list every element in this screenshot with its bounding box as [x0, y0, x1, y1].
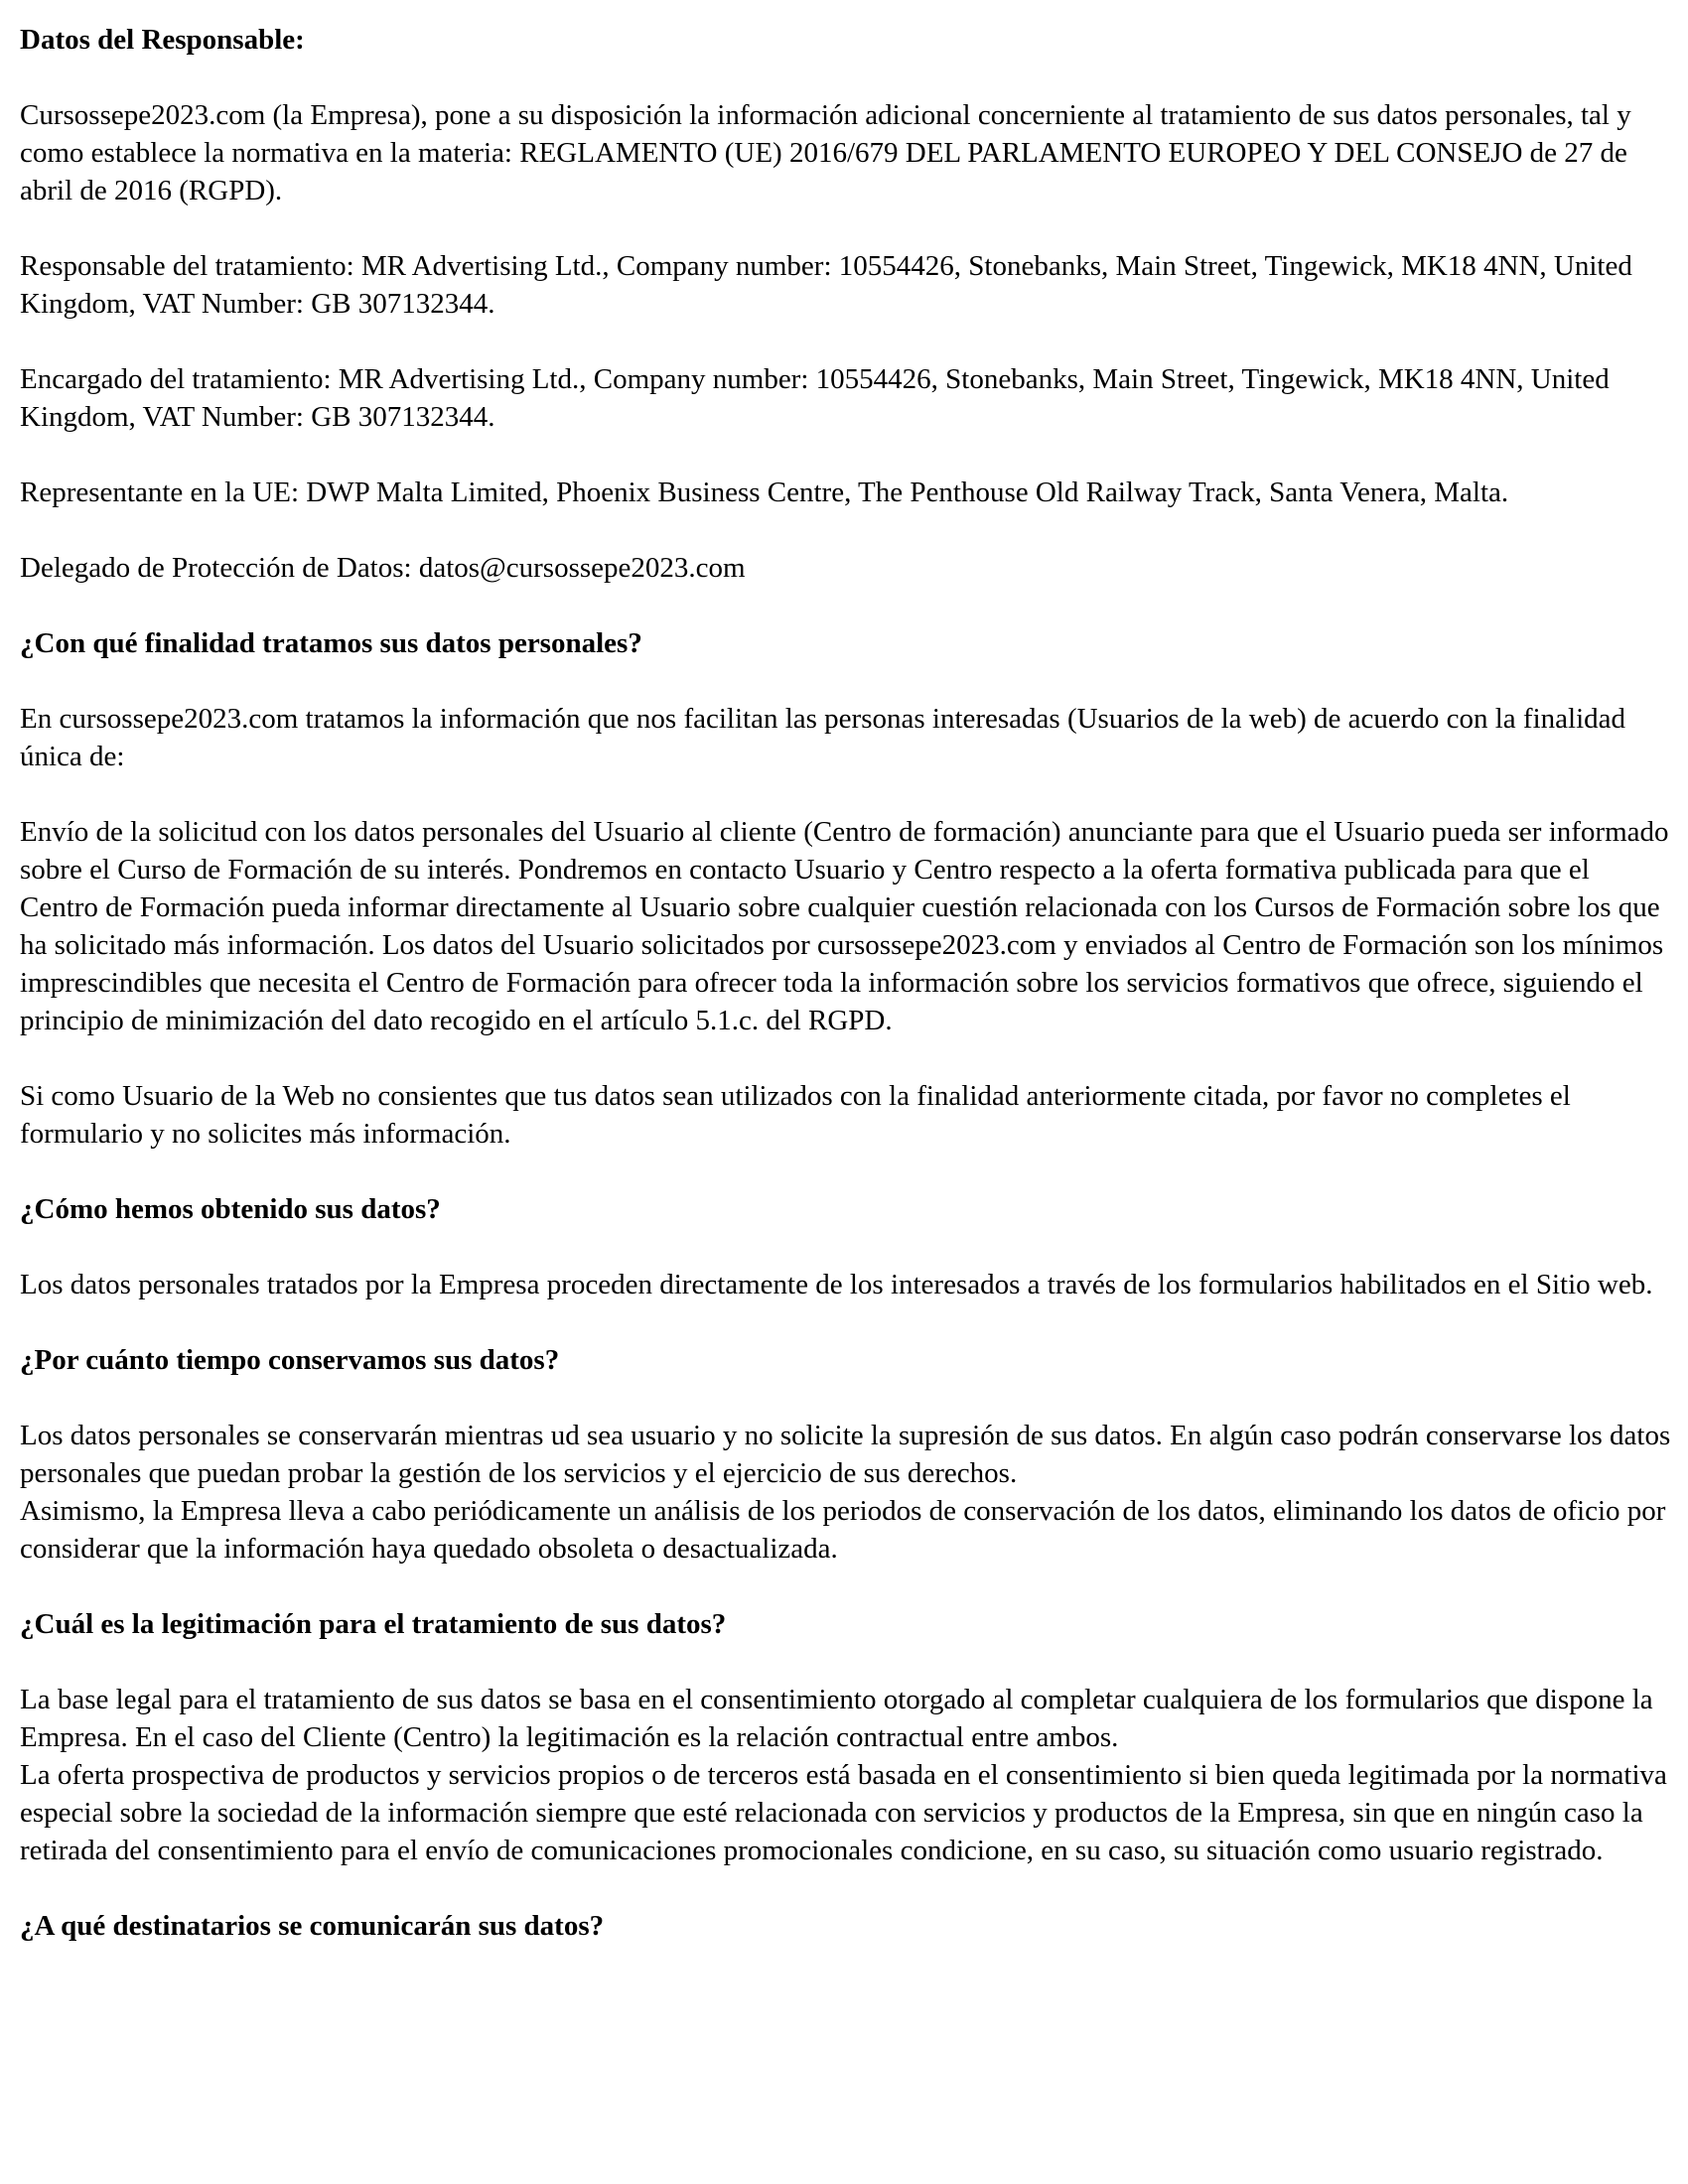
paragraph: Encargado del tratamiento: MR Advertising Ltd., Company number: 10554426, Stonebanks, Main Street, Tingewick, MK18 4NN, United Kingdom, VAT Number: GB 307132344.: [20, 363, 1610, 433]
paragraph: Envío de la solicitud con los datos personales del Usuario al cliente (Centro de formación) anunciante para que el Usuario pueda ser informado sobre el Curso de Formación de su interés. Pondremos en contacto Usuario y Centro respecto a la oferta formativa publicada para que el Centro de Formación pueda informar directamente al Usuario sobre cualquier cuestión relacionada con los Cursos de Formación sobre los que ha solicitado más información. Los datos del Usuario solicitados por cursossepe2023.com y enviados al Centro de Formación son los mínimos imprescindibles que necesita el Centro de Formación para ofrecer toda la información sobre los servicios formativos que ofrece, siguiendo el principio de minimización del dato recogido en el artículo 5.1.c. del RGPD.: [20, 816, 1669, 1036]
paragraph: Cursossepe2023.com (la Empresa), pone a su disposición la información adicional concerniente al tratamiento de sus datos personales, tal y como establece la normativa en la materia: REGLAMENTO (UE) 2016/679 DEL PARLAMENTO EUROPEO Y DEL CONSEJO de 27 de abril de 2016 (RGPD).: [20, 99, 1631, 206]
section-heading: ¿Cómo hemos obtenido sus datos?: [20, 1193, 441, 1225]
paragraph: Los datos personales se conservarán mientras ud sea usuario y no solicite la supresión de sus datos. En algún caso podrán conservarse los datos personales que puedan probar la gestión de los servicios y el ejercicio de sus derechos. Asimismo, la Empresa lleva a cabo periódicamente un análisis de los periodos de conservación de los datos, eliminando los datos de oficio por considerar que la información haya quedado obsoleta o desactualizada.: [20, 1420, 1671, 1565]
document-page: [20, 0, 1673, 1945]
section-heading: Datos del Responsable:: [20, 24, 305, 56]
paragraph: Responsable del tratamiento: MR Advertising Ltd., Company number: 10554426, Stonebanks, Main Street, Tingewick, MK18 4NN, United Kingdom, VAT Number: GB 307132344.: [20, 250, 1632, 320]
section-heading: ¿A qué destinatarios se comunicarán sus datos?: [20, 1910, 605, 1942]
paragraph: Delegado de Protección de Datos: datos@cursossepe2023.com: [20, 552, 746, 584]
paragraph: Si como Usuario de la Web no consientes que tus datos sean utilizados con la finalidad anteriormente citada, por favor no completes el formulario y no solicites más información.: [20, 1080, 1571, 1150]
section-heading: ¿Con qué finalidad tratamos sus datos personales?: [20, 627, 642, 659]
section-heading: ¿Cuál es la legitimación para el tratamiento de sus datos?: [20, 1608, 727, 1640]
paragraph: La base legal para el tratamiento de sus datos se basa en el consentimiento otorgado al completar cualquiera de los formularios que dispone la Empresa. En el caso del Cliente (Centro) la legitimación es la relación contractual entre ambos. La oferta prospectiva de productos y servicios propios o de terceros está basada en el consentimiento si bien queda legitimada por la normativa especial sobre la sociedad de la información siempre que esté relacionada con servicios y productos de la Empresa, sin que en ningún caso la retirada del consentimiento para el envío de comunicaciones promocionales condicione, en su caso, su situación como usuario registrado.: [20, 1684, 1667, 1866]
paragraph: En cursossepe2023.com tratamos la información que nos facilitan las personas interesadas (Usuarios de la web) de acuerdo con la finalidad única de:: [20, 703, 1626, 772]
paragraph: Los datos personales tratados por la Empresa proceden directamente de los interesados a través de los formularios habilitados en el Sitio web.: [20, 1269, 1653, 1300]
section-heading: ¿Por cuánto tiempo conservamos sus datos?: [20, 1344, 560, 1376]
paragraph: Representante en la UE: DWP Malta Limited, Phoenix Business Centre, The Penthouse Old Railway Track, Santa Venera, Malta.: [20, 477, 1509, 508]
